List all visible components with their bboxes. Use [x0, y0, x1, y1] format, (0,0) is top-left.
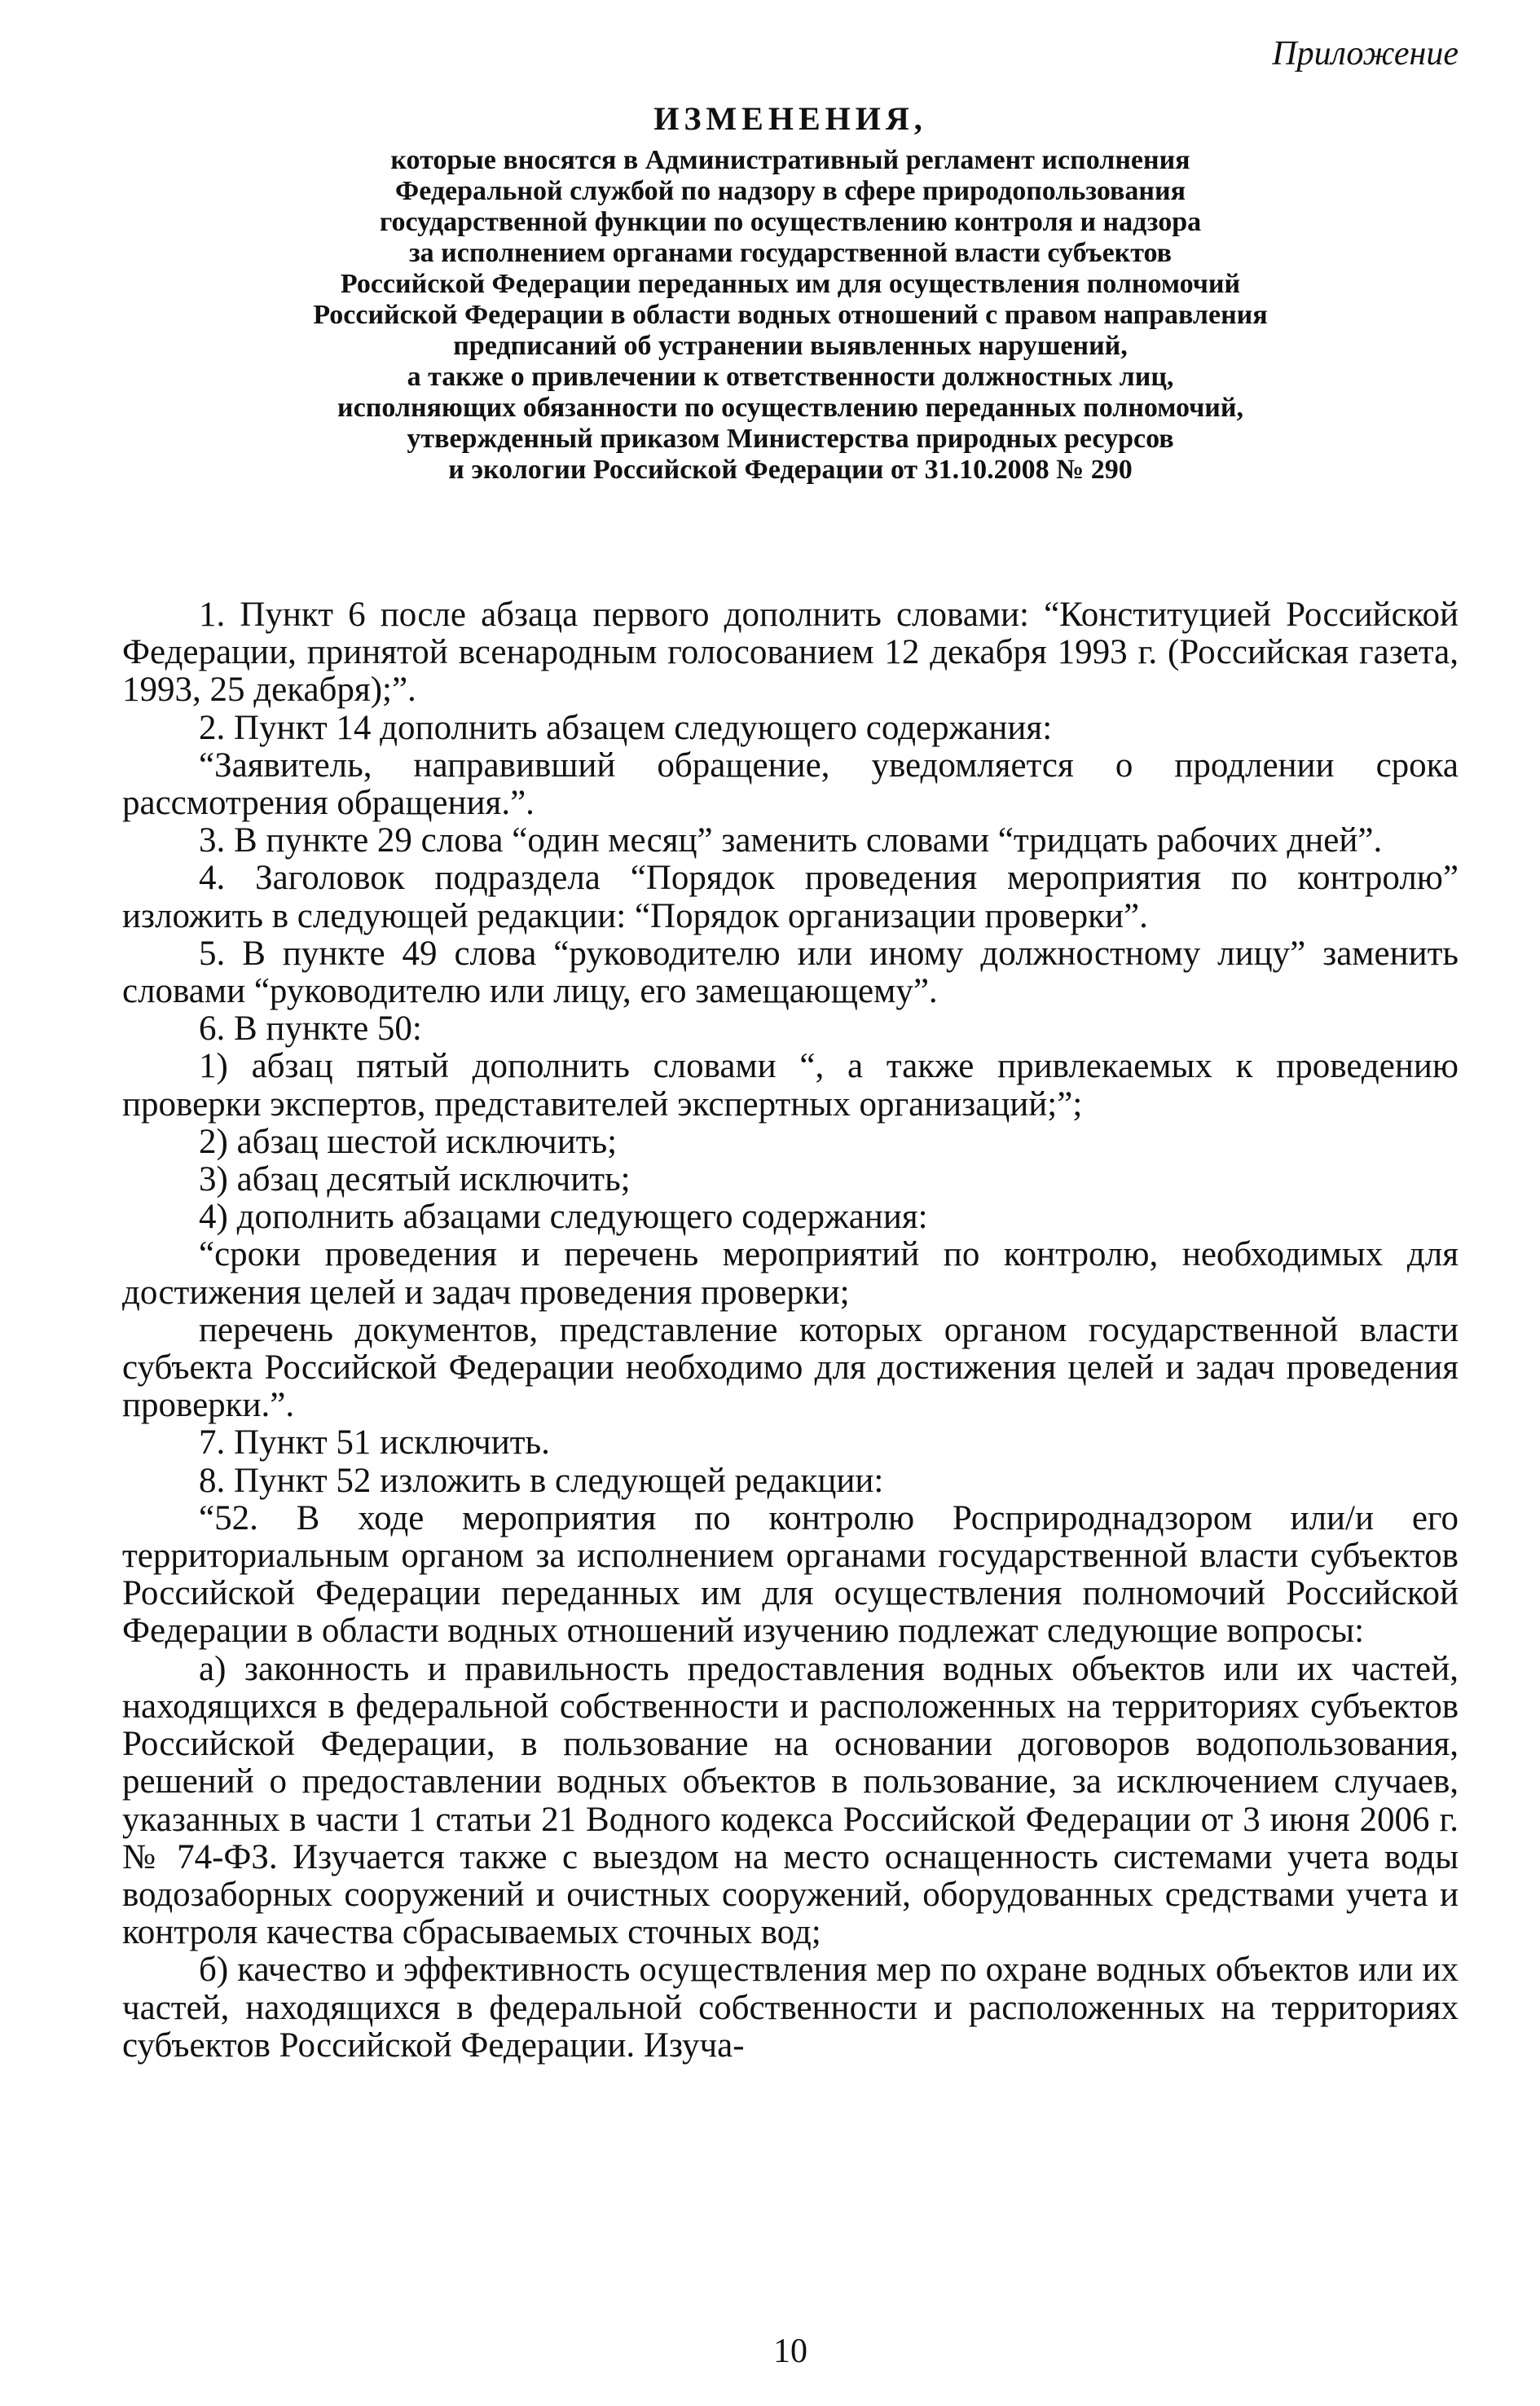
document-body [122, 596, 1459, 2065]
heading-subtitle: которые вносятся в Административный регламент исполнения Федеральной службой по надзору в сфере природопользования государственной функции по осуществлению контроля и надзора за исполнением органами государственной власти субъектов Российской Федерации переданных им для осуществления полномочий Российской Федерации в области водных отношений с правом направления предписаний об устранении выявленных нарушений, а также о привлечении к ответственности должностных лиц, исполняющих обязанности по осуществлению переданных полномочий, утвержденный приказом Министерства природных ресурсов и экологии Российской Федерации от 31.10.2008 № 290 [313, 145, 1268, 485]
paragraph: 3. В пункте 29 слова “один месяц” заменить словами “тридцать рабочих дней”. [199, 821, 1383, 860]
paragraph: а) законность и правильность предоставления водных объектов или их частей, находящихся в федеральной собственности и расположенных на территориях субъектов Российской Федерации, в пользование на основании договоров водопользования, решений о предоставлении водных объектов в пользование, за исключением случаев, указанных в части 1 статьи 21 Водного кодекса Российской Федерации от 3 июня 2006 г. № 74-ФЗ. Изучается также с выездом на место оснащенность системами учета воды водозаборных сооружений и очистных сооружений, оборудованных средствами учета и контроля качества сбрасываемых сточных вод; [122, 1649, 1459, 1952]
paragraph: 7. Пункт 51 исключить. [199, 1423, 550, 1463]
paragraph: 1) абзац пятый дополнить словами “, а также привлекаемых к проведению проверки экспертов, представителей экспертных организаций;”; [122, 1047, 1459, 1124]
paragraph: “52. В ходе мероприятия по контролю Росприроднадзором или/и его территориальным органом за исполнением органами государственной власти субъектов Российской Федерации переданных им для осуществления полномочий Российской Федерации в области водных отношений изучению подлежат следующие вопросы: [122, 1498, 1459, 1651]
paragraph: 3) абзац десятый исключить; [199, 1160, 631, 1199]
paragraph: 1. Пункт 6 после абзаца первого дополнить словами: “Конституцией Российской Федерации, принятой всенародным голосованием 12 декабря 1993 г. (Российская газета, 1993, 25 декабря);”. [122, 596, 1459, 710]
paragraph: 4) дополнить абзацами следующего содержания: [199, 1198, 928, 1237]
annex-label: Приложение [1272, 35, 1459, 73]
paragraph: 4. Заголовок подраздела “Порядок проведения мероприятия по контролю” изложить в следующей редакции: “Порядок организации проверки”. [122, 859, 1459, 935]
paragraph: 8. Пункт 52 изложить в следующей редакции: [199, 1461, 884, 1500]
page-number: 10 [773, 2333, 807, 2370]
heading-title: ИЗМЕНЕНИЯ, [653, 100, 927, 137]
document-page [122, 33, 1459, 2371]
paragraph: “сроки проведения и перечень мероприятий по контролю, необходимых для достижения целей и задач проведения проверки; [122, 1235, 1459, 1312]
paragraph: 5. В пункте 49 слова “руководителю или иному должностному лицу” заменить словами “руководителю или лицу, его замещающему”. [122, 934, 1459, 1011]
paragraph: “Заявитель, направивший обращение, уведомляется о продлении срока рассмотрения обращения.”. [122, 746, 1459, 823]
paragraph: 2) абзац шестой исключить; [199, 1122, 618, 1161]
paragraph: перечень документов, представление которых органом государственной власти субъекта Российской Федерации необходимо для достижения целей и задач проведения проверки.”. [122, 1310, 1459, 1425]
paragraph: б) качество и эффективность осуществления мер по охране водных объектов или их частей, находящихся в федеральной собственности и расположенных на территориях субъектов Российской Федерации. Изуча- [122, 1951, 1459, 2065]
paragraph: 6. В пункте 50: [199, 1009, 422, 1049]
paragraph: 2. Пункт 14 дополнить абзацем следующего содержания: [199, 708, 1053, 747]
document-heading [122, 98, 1459, 486]
